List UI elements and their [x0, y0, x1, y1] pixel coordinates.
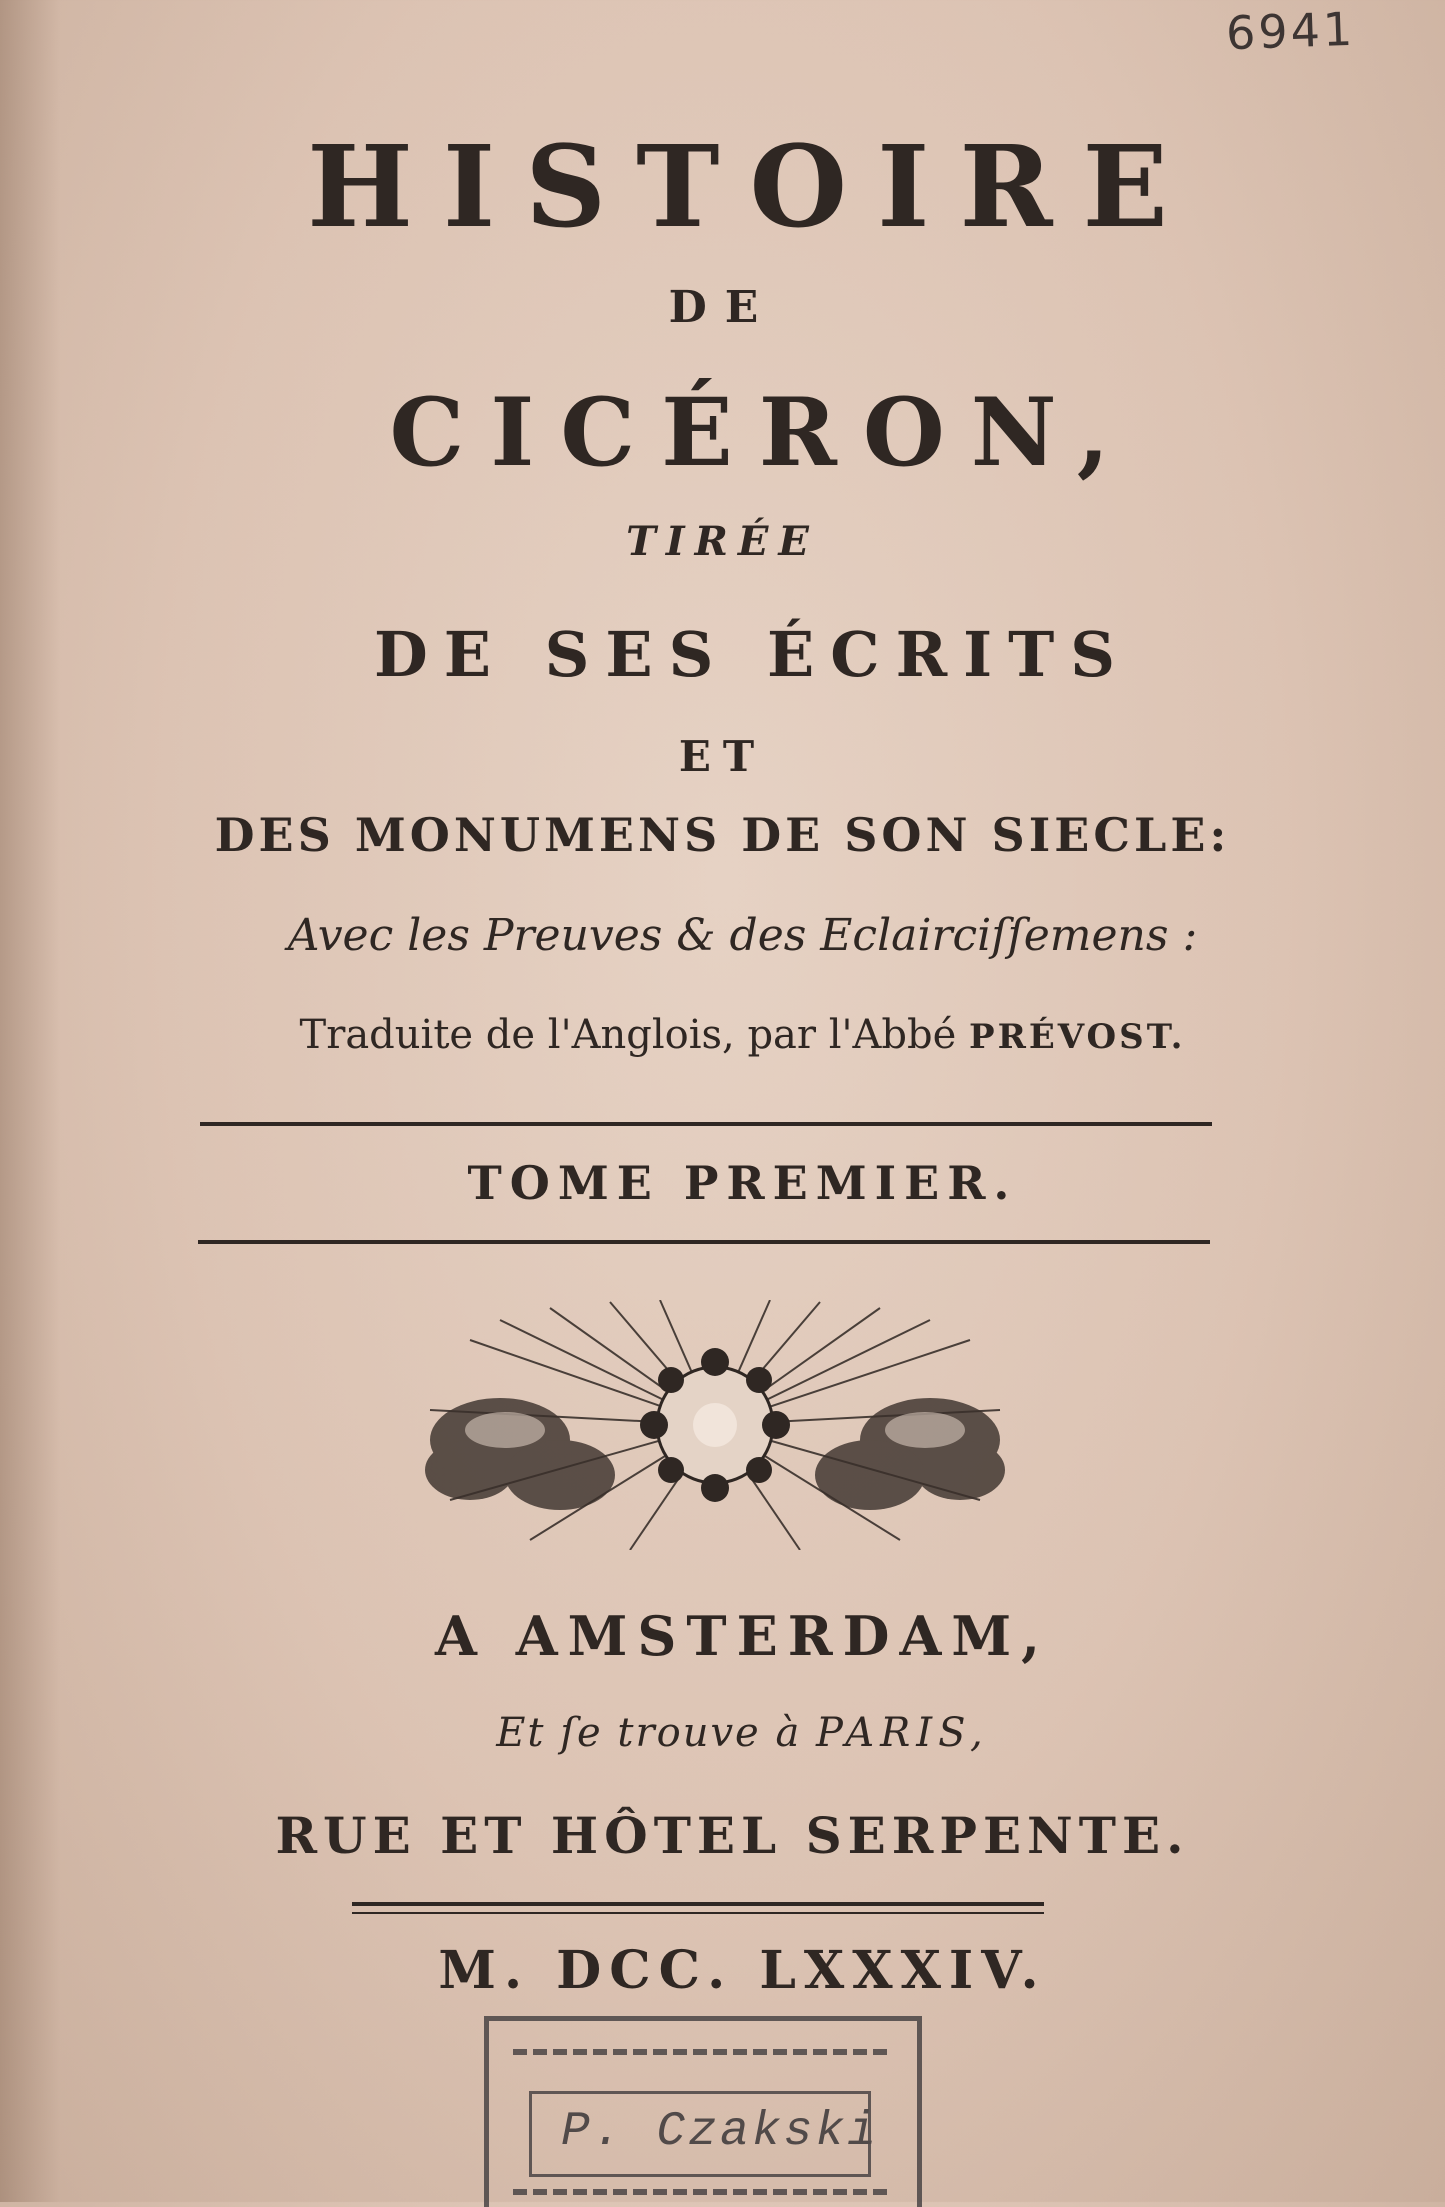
subtitle-conjunction: ET: [678, 732, 767, 781]
stamp-hatch-bottom: [513, 2189, 893, 2195]
title-preposition: DE: [668, 282, 777, 333]
subtitle-monumens: DES MONUMENS DE SON SIECLE:: [214, 808, 1231, 862]
book-title: HISTOIRE: [307, 122, 1198, 253]
imprint-rule-bottom: [352, 1912, 1044, 1914]
imprint-city: A AMSTERDAM,: [435, 1604, 1050, 1668]
subtitle-avec: Avec les Preuves & des Eclairciſſemens :: [287, 910, 1198, 961]
translator-line: [0, 1012, 1445, 1058]
sunburst-cloud-vignette-icon: [410, 1300, 1020, 1550]
translator-prefix: Traduite de l'Anglois, par l'Abbé: [299, 1012, 957, 1058]
book-subject: CICÉRON,: [389, 378, 1136, 488]
imprint-paris-prefix: Et ſe trouve à: [496, 1710, 802, 1756]
publication-date: M. DCC. LXXXIV.: [438, 1940, 1047, 2001]
imprint-paris: PARIS,: [816, 1710, 989, 1756]
stamp-owner-text: P. Czakski: [561, 2105, 880, 2159]
imprint-paris-line: [0, 1710, 1445, 1756]
imprint-street: RUE ET HÔTEL SERPENTE.: [275, 1806, 1190, 1865]
shelfmark-number: 6941: [1225, 1, 1356, 61]
subtitle-ecrits: DE SES ÉCRITS: [373, 618, 1132, 691]
bottom-rule: [198, 1240, 1210, 1244]
translator-name: PRÉVOST.: [969, 1017, 1186, 1057]
stamp-hatch-top: [513, 2049, 893, 2055]
subtitle-tiree: TIRÉE: [626, 518, 819, 565]
library-stamp-icon: [484, 2016, 922, 2207]
volume-label: TOME PREMIER.: [467, 1156, 1018, 1210]
top-rule: [200, 1122, 1212, 1126]
imprint-rule-top: [352, 1902, 1044, 1906]
